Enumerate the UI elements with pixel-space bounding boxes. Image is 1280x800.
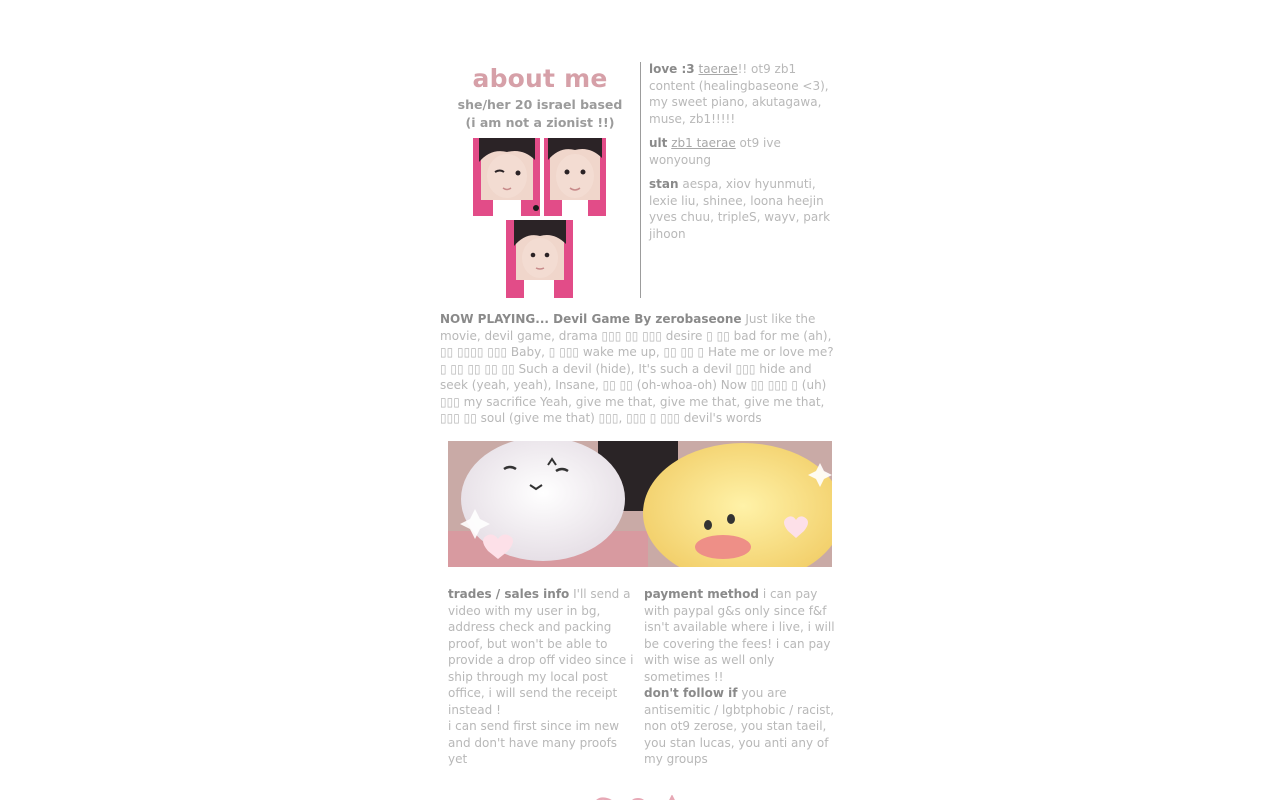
ult-link[interactable]: zb1 taerae (671, 136, 736, 150)
trades-section (448, 586, 638, 768)
love-line (649, 61, 835, 127)
now-playing (440, 311, 840, 427)
payment-label: payment method (644, 587, 759, 601)
ult-line (649, 135, 835, 168)
dont-follow-label: don't follow if (644, 686, 738, 700)
dont-follow-paragraph (644, 685, 836, 768)
about-section (440, 62, 640, 132)
love-label: love :3 (649, 62, 695, 76)
selfie-photo-3 (506, 220, 573, 298)
selfie-photo-1 (473, 138, 540, 216)
footer-decoration (580, 790, 700, 800)
trades-paragraph (448, 586, 638, 718)
about-subtitle-line1: she/her 20 israel based (457, 97, 623, 112)
about-subtitle-line2: (i am not a zionist !!) (465, 115, 615, 130)
trades-label: trades / sales info (448, 587, 570, 601)
stan-line (649, 176, 835, 242)
love-text: !! ot9 zb1 content (healingbaseone <3), my sweet piano, akutagawa, muse, zb1!!!!! (649, 62, 829, 126)
payment-paragraph (644, 586, 836, 685)
dont-follow-text: you are antisemitic / lgbtphobic / racist, non ot9 zerose, you stan taeil, you stan lucas, you anti any of my groups (644, 686, 835, 766)
trades-paragraph-2: i can send first since im new and don't have many proofs yet (448, 719, 620, 766)
now-playing-label: NOW PLAYING... Devil Game By zerobaseone (440, 312, 742, 326)
ult-text: ot9 ive wonyoung (649, 136, 781, 167)
vertical-divider (640, 62, 641, 298)
now-playing-lyrics: Just like the movie, devil game, drama ▯▯▯ ▯▯ ▯▯▯ desire ▯ ▯▯ bad for me (ah), ▯▯ ▯▯▯▯ ▯▯▯ Baby, ▯ ▯▯▯ wake me up, ▯▯ ▯▯ ▯ Hate me or love me? ▯ ▯▯ ▯▯ ▯▯ ▯▯ Such a devil (hide), It's such a devil ▯▯▯ hide and seek (yeah, yeah), Insane, ▯▯ ▯▯ (oh-whoa-oh) Now ▯▯ ▯▯▯ ▯ (uh) ▯▯▯ my sacrifice Yeah, give me that, give me that, give me that, ▯▯▯ ▯▯ soul (give me that) ▯▯▯, ▯▯▯ ▯ ▯▯▯ devil's words (440, 312, 834, 425)
photo-grid (473, 138, 613, 302)
stan-label: stan (649, 177, 679, 191)
selfie-photo-2 (544, 138, 606, 216)
plush-banner-image (448, 441, 832, 567)
trades-text: I'll send a video with my user in bg, address check and packing proof, but won't be able to provide a drop off video since i ship through my local post office, i will send the receipt instead ! (448, 587, 634, 717)
payment-section (644, 586, 836, 768)
payment-text: i can pay with paypal g&s only since f&f isn't available where i live, i will be covering the fees! i can pay with wise as well only sometimes !! (644, 587, 835, 684)
love-link[interactable]: taerae (698, 62, 738, 76)
info-section (649, 61, 835, 250)
about-title: about me (472, 64, 608, 93)
ult-label: ult (649, 136, 668, 150)
stan-text: aespa, xiov hyunmuti, lexie liu, shinee, loona heejin yves chuu, tripleS, wayv, park jihoon (649, 177, 831, 241)
